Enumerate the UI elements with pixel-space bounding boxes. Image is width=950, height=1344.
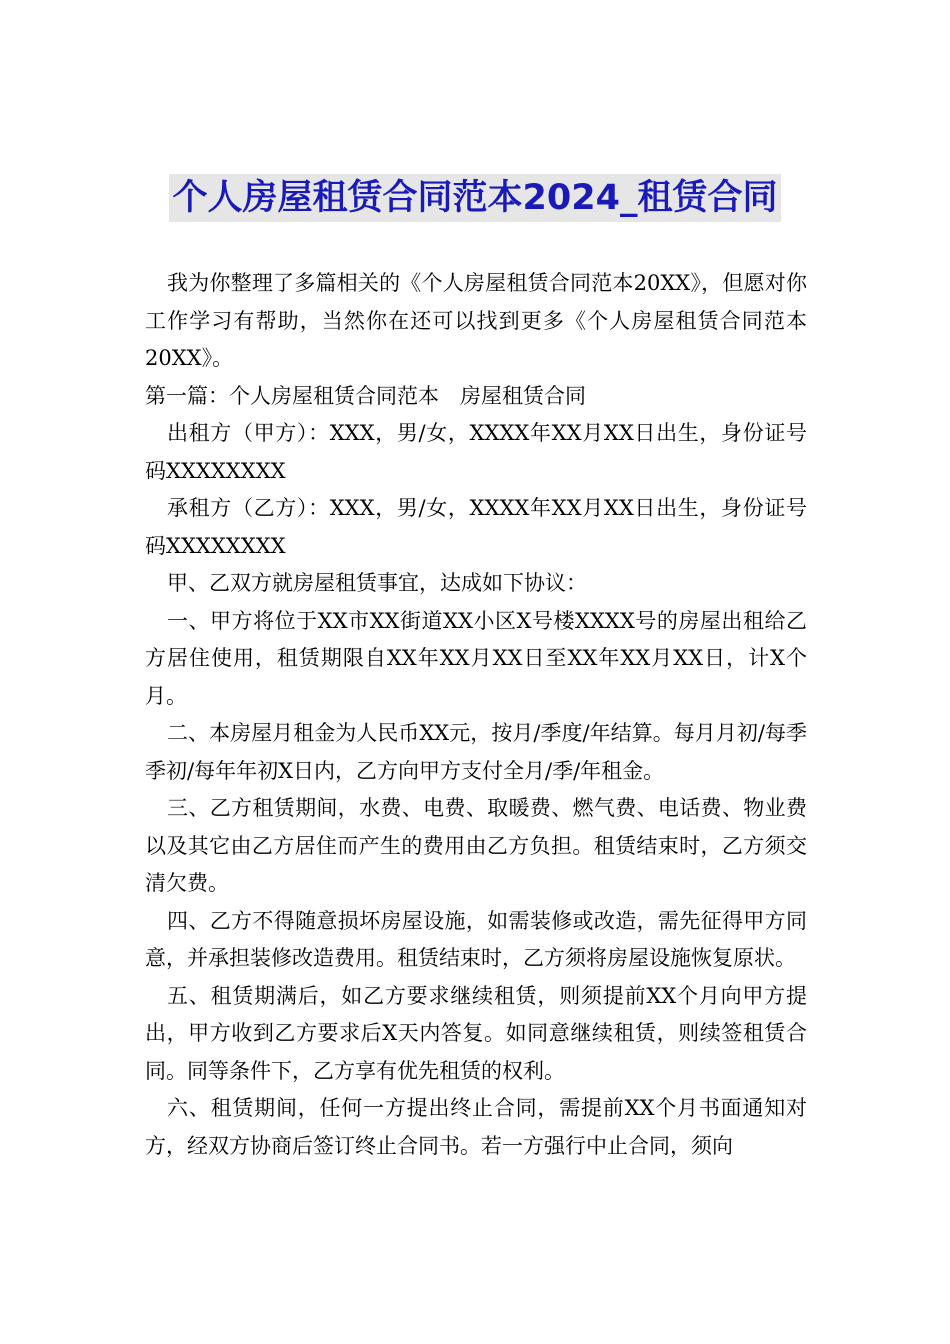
paragraph-clause-5: 五、租赁期满后，如乙方要求继续租赁，则须提前XX个月向甲方提出，甲方收到乙方要求后X天内答复。如同意继续租赁，则续签租赁合同。同等条件下，乙方享有优先租赁的权利。 bbox=[145, 983, 807, 1083]
paragraph-intro: 我为你整理了多篇相关的《个人房屋租赁合同范本20XX》，但愿对你工作学习有帮助，当然你在还可以找到更多《个人房屋租赁合同范本20XX》。 bbox=[145, 271, 807, 370]
paragraph-clause-2: 二、本房屋月租金为人民币XX元，按月/季度/年结算。每月月初/每季季初/每年年初X日内，乙方向甲方支付全月/季/年租金。 bbox=[145, 721, 807, 783]
document-body bbox=[145, 265, 807, 1165]
paragraph-section-heading: 第一篇：个人房屋租赁合同范本 房屋租赁合同 bbox=[145, 383, 586, 408]
paragraph-lessor: 出租方（甲方）：XXX，男/女，XXXX年XX月XX日出生，身份证号码XXXXXXXX bbox=[145, 421, 807, 483]
paragraph-clause-3: 三、乙方租赁期间，水费、电费、取暖费、燃气费、电话费、物业费以及其它由乙方居住而产生的费用由乙方负担。租赁结束时，乙方须交清欠费。 bbox=[145, 796, 807, 895]
paragraph-agreement: 甲、乙双方就房屋租赁事宜，达成如下协议： bbox=[167, 571, 587, 595]
paragraph-lessee: 承租方（乙方）：XXX，男/女，XXXX年XX月XX日出生，身份证号码XXXXXXXX bbox=[145, 496, 807, 558]
paragraph-clause-1: 一、甲方将位于XX市XX街道XX小区X号楼XXXX号的房屋出租给乙方居住使用，租赁期限自XX年XX月XX日至XX年XX月XX日，计X个月。 bbox=[145, 608, 807, 708]
document-title: 个人房屋租赁合同范本2024_租赁合同 bbox=[169, 174, 782, 222]
paragraph-clause-4: 四、乙方不得随意损坏房屋设施，如需装修或改造，需先征得甲方同意，并承担装修改造费用。租赁结束时，乙方须将房屋设施恢复原状。 bbox=[145, 908, 807, 970]
paragraph-clause-6: 六、租赁期间，任何一方提出终止合同，需提前XX个月书面通知对方，经双方协商后签订终止合同书。若一方强行中止合同，须向 bbox=[145, 1096, 807, 1158]
title-container bbox=[0, 174, 950, 222]
